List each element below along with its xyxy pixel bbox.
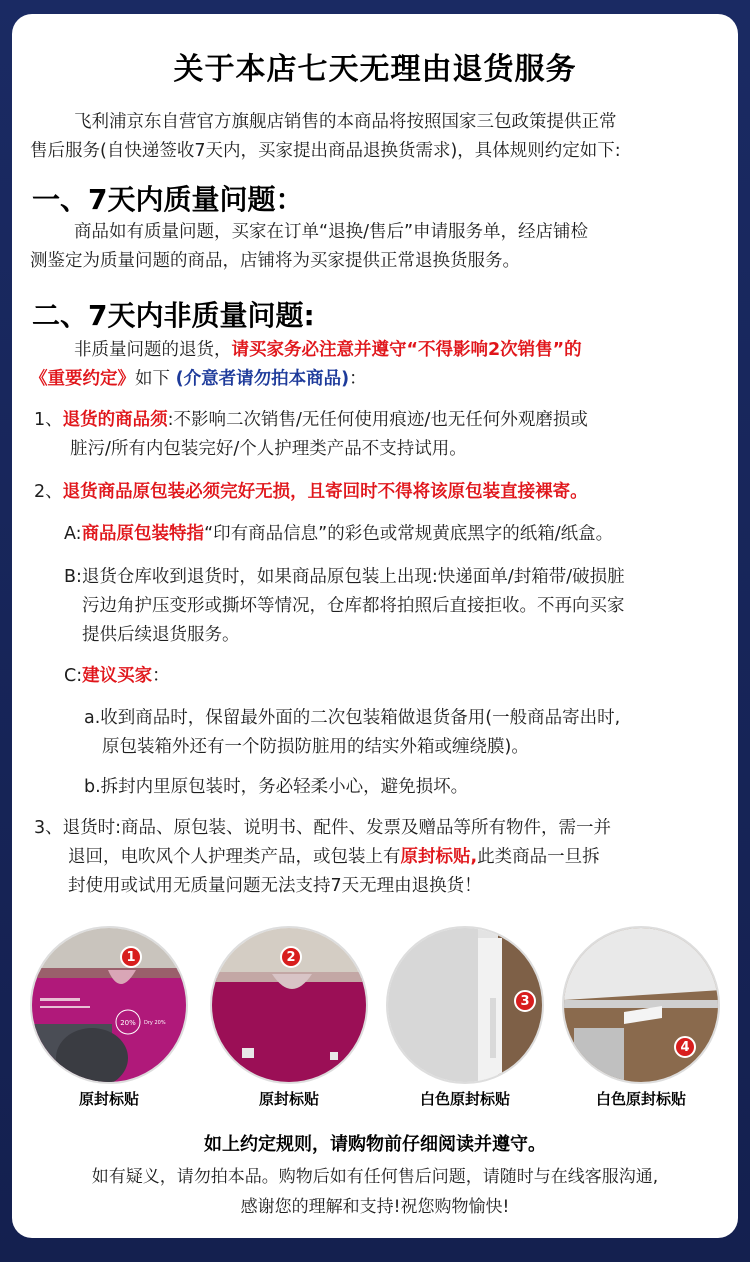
item3-l2-text2: 此类商品一旦拆	[477, 847, 600, 867]
section1-heading: 一、7天内质量问题：	[32, 183, 304, 216]
photo-4-image	[564, 928, 720, 1084]
item2-num: 2、	[34, 482, 63, 502]
item2-red: 退货商品原包装必须完好无损，且寄回时不得将该原包装直接裸寄。	[62, 482, 588, 502]
section2-l2-blue: (介意者请勿拍本商品)	[175, 369, 350, 389]
item3-line-1: 3、退货时:商品、原包装、说明书、配件、发票及赠品等所有物件，需一并	[34, 818, 612, 838]
section2-heading: 二、7天内非质量问题:	[32, 299, 315, 332]
policy-card	[12, 14, 738, 1238]
c-suffix: ：	[152, 666, 170, 686]
photo-1-image	[32, 928, 188, 1084]
item1-line-1	[34, 406, 588, 435]
footer-line-1: 如上约定规则，请购物前仔细阅读并遵守。	[204, 1134, 546, 1155]
item2-b-line-3: 提供后续退货服务。	[82, 625, 240, 645]
item1-text: :不影响二次销售/无任何使用痕迹/也无任何外观磨损或	[167, 410, 588, 430]
item2-c-a-line-2: 原包装箱外还有一个防损防脏用的结实外箱或缠绕膜)。	[102, 737, 529, 757]
a-text: “印有商品信息”的彩色或常规黄底黑字的纸箱/纸盒。	[204, 524, 614, 544]
item3-line-2	[68, 843, 600, 872]
page-title: 关于本店七天无理由退货服务	[173, 52, 577, 87]
photo-1	[30, 926, 188, 1084]
intro-line-2: 售后服务(自快递签收7天内，买家提出商品退换货需求)，具体规则约定如下:	[30, 141, 621, 161]
section1-line-1: 商品如有质量问题，买家在订单“退换/售后”申请服务单，经店铺检	[74, 222, 589, 242]
photo-1-line: Dry 20%	[144, 1020, 166, 1026]
photo-4	[562, 926, 720, 1084]
photo-4-caption: 白色原封标贴	[595, 1090, 686, 1108]
item1-red: 退货的商品须	[62, 410, 168, 430]
section2-l2-colon: ：	[349, 369, 367, 389]
item2-c	[64, 662, 170, 691]
a-red: 商品原包装特指	[81, 524, 205, 544]
item2-c-a-line-1: a.收到商品时，保留最外面的二次包装箱做退货备用(一般商品寄出时,	[84, 708, 621, 728]
section2-line-2	[30, 365, 367, 394]
section2-l2-text: 如下	[135, 369, 170, 389]
photo-2-number: 2	[280, 946, 302, 968]
photo-1-number: 1	[120, 946, 142, 968]
item3-l2-text: 退回，电吹风个人护理类产品，或包装上有	[68, 847, 401, 867]
c-prefix: C:	[64, 666, 83, 686]
item1-line-2: 脏污/所有内包装完好/个人护理类产品不支持试用。	[70, 439, 467, 459]
section2-line-1	[74, 336, 582, 365]
c-red: 建议买家	[82, 666, 153, 686]
item1-num: 1、	[34, 410, 63, 430]
photo-1-caption: 原封标贴	[78, 1090, 139, 1108]
intro-line-1: 飞利浦京东自营官方旗舰店销售的本商品将按照国家三包政策提供正常	[74, 112, 617, 132]
section2-l1-text: 非质量问题的退货，	[74, 340, 232, 360]
item2-line	[34, 478, 588, 507]
photo-4-number: 4	[674, 1036, 696, 1058]
photo-3	[386, 926, 544, 1084]
item2-a	[64, 520, 613, 549]
footer-line-2: 如有疑义，请勿拍本品。购物后如有任何售后问题，请随时与在线客服沟通,	[91, 1167, 659, 1187]
a-prefix: A:	[64, 524, 82, 544]
photo-3-caption: 白色原封标贴	[419, 1090, 510, 1108]
item3-l2-red: 原封标贴,	[400, 847, 478, 867]
photo-3-number: 3	[514, 990, 536, 1012]
item2-b-line-2: 污边角护压变形或撕坏等情况，仓库都将拍照后直接拒收。不再向买家	[82, 596, 625, 616]
photo-2-caption: 原封标贴	[258, 1090, 319, 1108]
item2-b-line-1: B:退货仓库收到退货时，如果商品原包装上出现:快递面单/封箱带/破损脏	[64, 567, 625, 587]
item3-line-3: 封使用或试用无质量问题无法支持7天无理由退换货！	[68, 876, 482, 896]
footer-line-3: 感谢您的理解和支持!祝您购物愉快!	[240, 1197, 510, 1217]
photo-2	[210, 926, 368, 1084]
important-agreement: 《重要约定》	[30, 369, 135, 389]
section2-l1-red: 请买家务必注意并遵守“不得影响2次销售”的	[231, 340, 582, 360]
photo-1-badge: 20%	[120, 1019, 136, 1027]
section1-line-2: 测鉴定为质量问题的商品，店铺将为买家提供正常退换货服务。	[30, 251, 520, 271]
item2-c-b-line: b.拆封内里原包装时，务必轻柔小心，避免损坏。	[84, 777, 469, 797]
